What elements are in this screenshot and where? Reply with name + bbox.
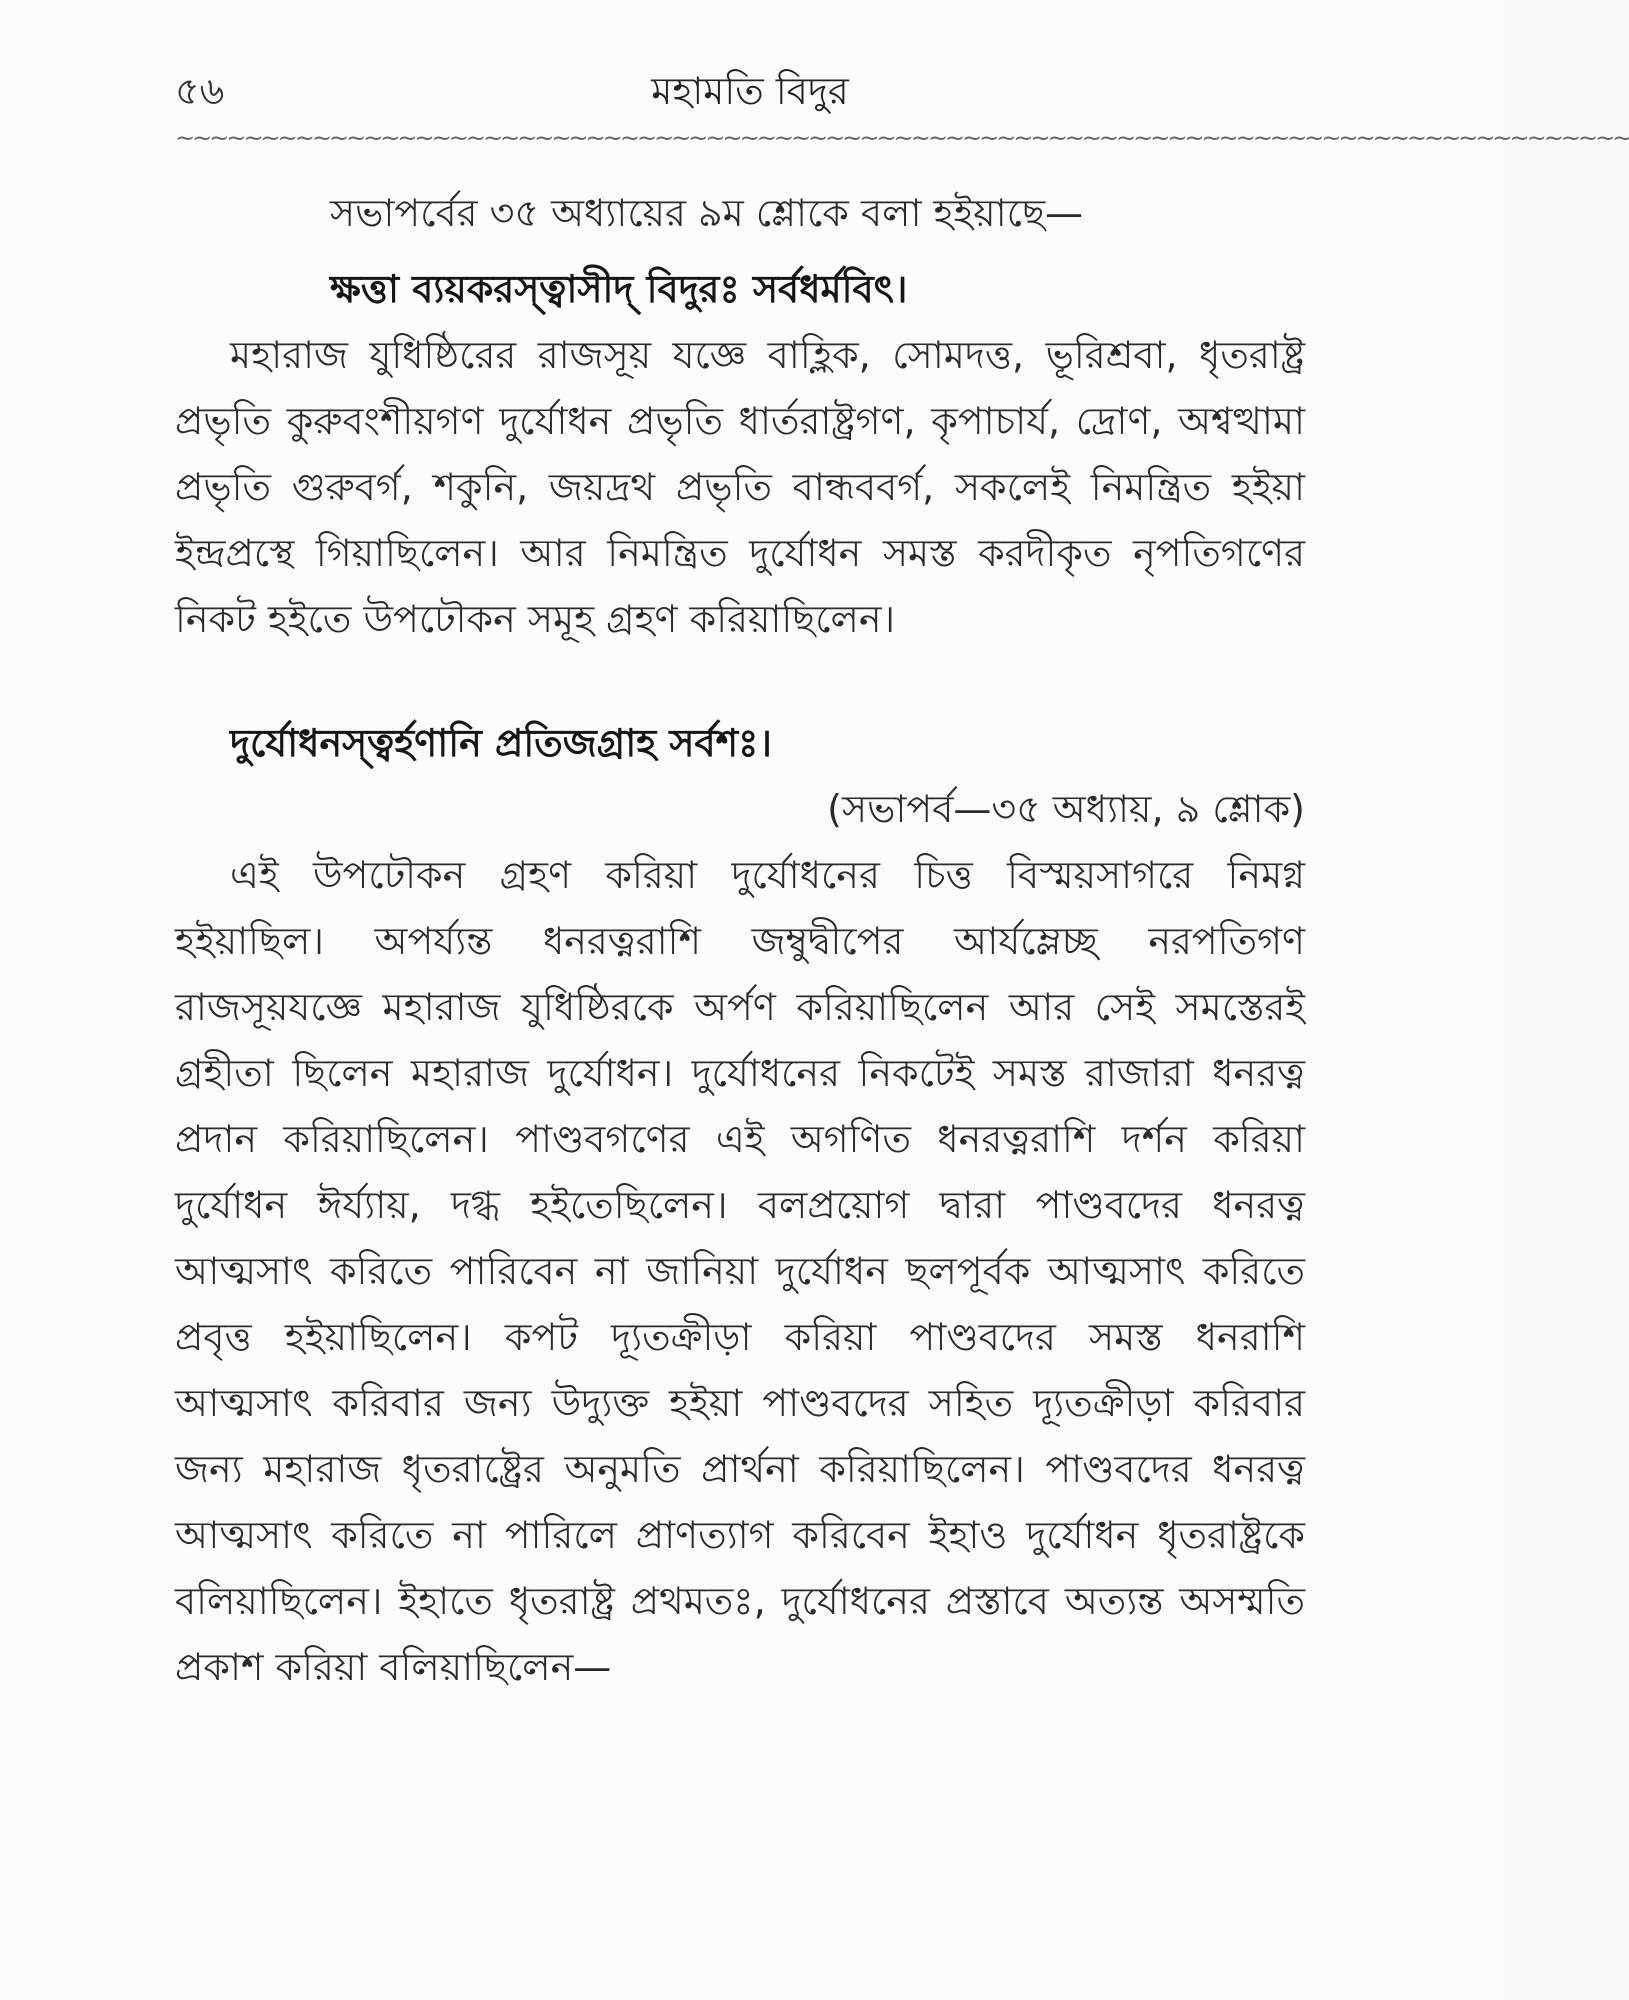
verse-citation: (সভাপর্ব—৩৫ অধ্যায়, ৯ শ্লোক) [827,787,1305,831]
intro-line: সভাপর্বের ৩৫ অধ্যায়ের ৯ম শ্লোকে বলা হইয়াছে— [330,191,1083,235]
paragraph-1: মহারাজ যুধিষ্ঠিরের রাজসূয় যজ্ঞে বাহ্লিক, সোমদত্ত, ভূরিশ্রবা, ধৃতরাষ্ট্র প্রভৃতি কুরুবংশীয়গণ দুর্যোধন প্রভৃতি ধার্তরাষ্ট্রগণ, কৃপাচার্য, দ্রোণ, অশ্বত্থামা প্রভৃতি গুরুবর্গ, শকুনি, জয়দ্রথ প্রভৃতি বান্ধববর্গ, সকলেই নিমন্ত্রিত হইয়া ইন্দ্রপ্রস্থে গিয়াছিলেন। আর নিমন্ত্রিত দুর্যোধন সমস্ত করদীকৃত নৃপতিগণের নিকট হইতে উপঢৌকন সমূহ গ্রহণ করিয়াছিলেন। [175,333,1305,641]
page-number: ৫৬ [175,69,225,113]
paragraph-2: এই উপঢৌকন গ্রহণ করিয়া দুর্যোধনের চিত্ত বিস্ময়সাগরে নিমগ্ন হইয়াছিল। অপর্য্যন্ত ধনরত্নরাশি জম্বুদ্বীপের আর্যম্লেচ্ছ নরপতিগণ রাজসূয়যজ্ঞে মহারাজ যুধিষ্ঠিরকে অর্পণ করিয়াছিলেন আর সেই সমস্তেরই গ্রহীতা ছিলেন মহারাজ দুর্যোধন। দুর্যোধনের নিকটেই সমস্ত রাজারা ধনরত্ন প্রদান করিয়াছিলেন। পাণ্ডবগণের এই অগণিত ধনরত্নরাশি দর্শন করিয়া দুর্যোধন ঈর্য্যায়, দগ্ধ হইতেছিলেন। বলপ্রয়োগ দ্বারা পাণ্ডবদের ধনরত্ন আত্মসাৎ করিতে পারিবেন না জানিয়া দুর্যোধন ছলপূর্বক আত্মসাৎ করিতে প্রবৃত্ত হইয়াছিলেন। কপট দ্যূতক্রীড়া করিয়া পাণ্ডবদের সমস্ত ধনরাশি আত্মসাৎ করিবার জন্য উদ্যুক্ত হইয়া পাণ্ডবদের সহিত দ্যূতক্রীড়া করিবার জন্য মহারাজ ধৃতরাষ্ট্রের অনুমতি প্রার্থনা করিয়াছিলেন। পাণ্ডবদের ধনরত্ন আত্মসাৎ করিতে না পারিলে প্রাণত্যাগ করিবেন ইহাও দুর্যোধন ধৃতরাষ্ট্রকে বলিয়াছিলেন। ইহাতে ধৃতরাষ্ট্র প্রথমতঃ, দুর্যোধনের প্রস্তাবে অত্যন্ত অসম্মতি প্রকাশ করিয়া বলিয়াছিলেন— [175,853,1305,1689]
sanskrit-verse-1: ক্ষত্তা ব্যয়করস্ত্বাসীদ্ বিদুরঃ সর্বধর্মবিৎ। [330,267,908,311]
page-header [175,62,1325,122]
page-body [175,180,1305,1700]
sanskrit-verse-2: দুর্যোধনস্ত্বর্হণানি প্রতিজগ্রাহ সর্বশঃ। [230,721,773,765]
running-title: মহামতি বিদুর [651,69,849,113]
header-divider: ~~~~~~~~~~~~~~~~~~~~~~~~~~~~~~~~~~~~~~~~~~~~~~~~~~~~~~~~~~~~~~~~~~~~~~~~~~~~~~~~~~~~~ [175,124,1629,152]
